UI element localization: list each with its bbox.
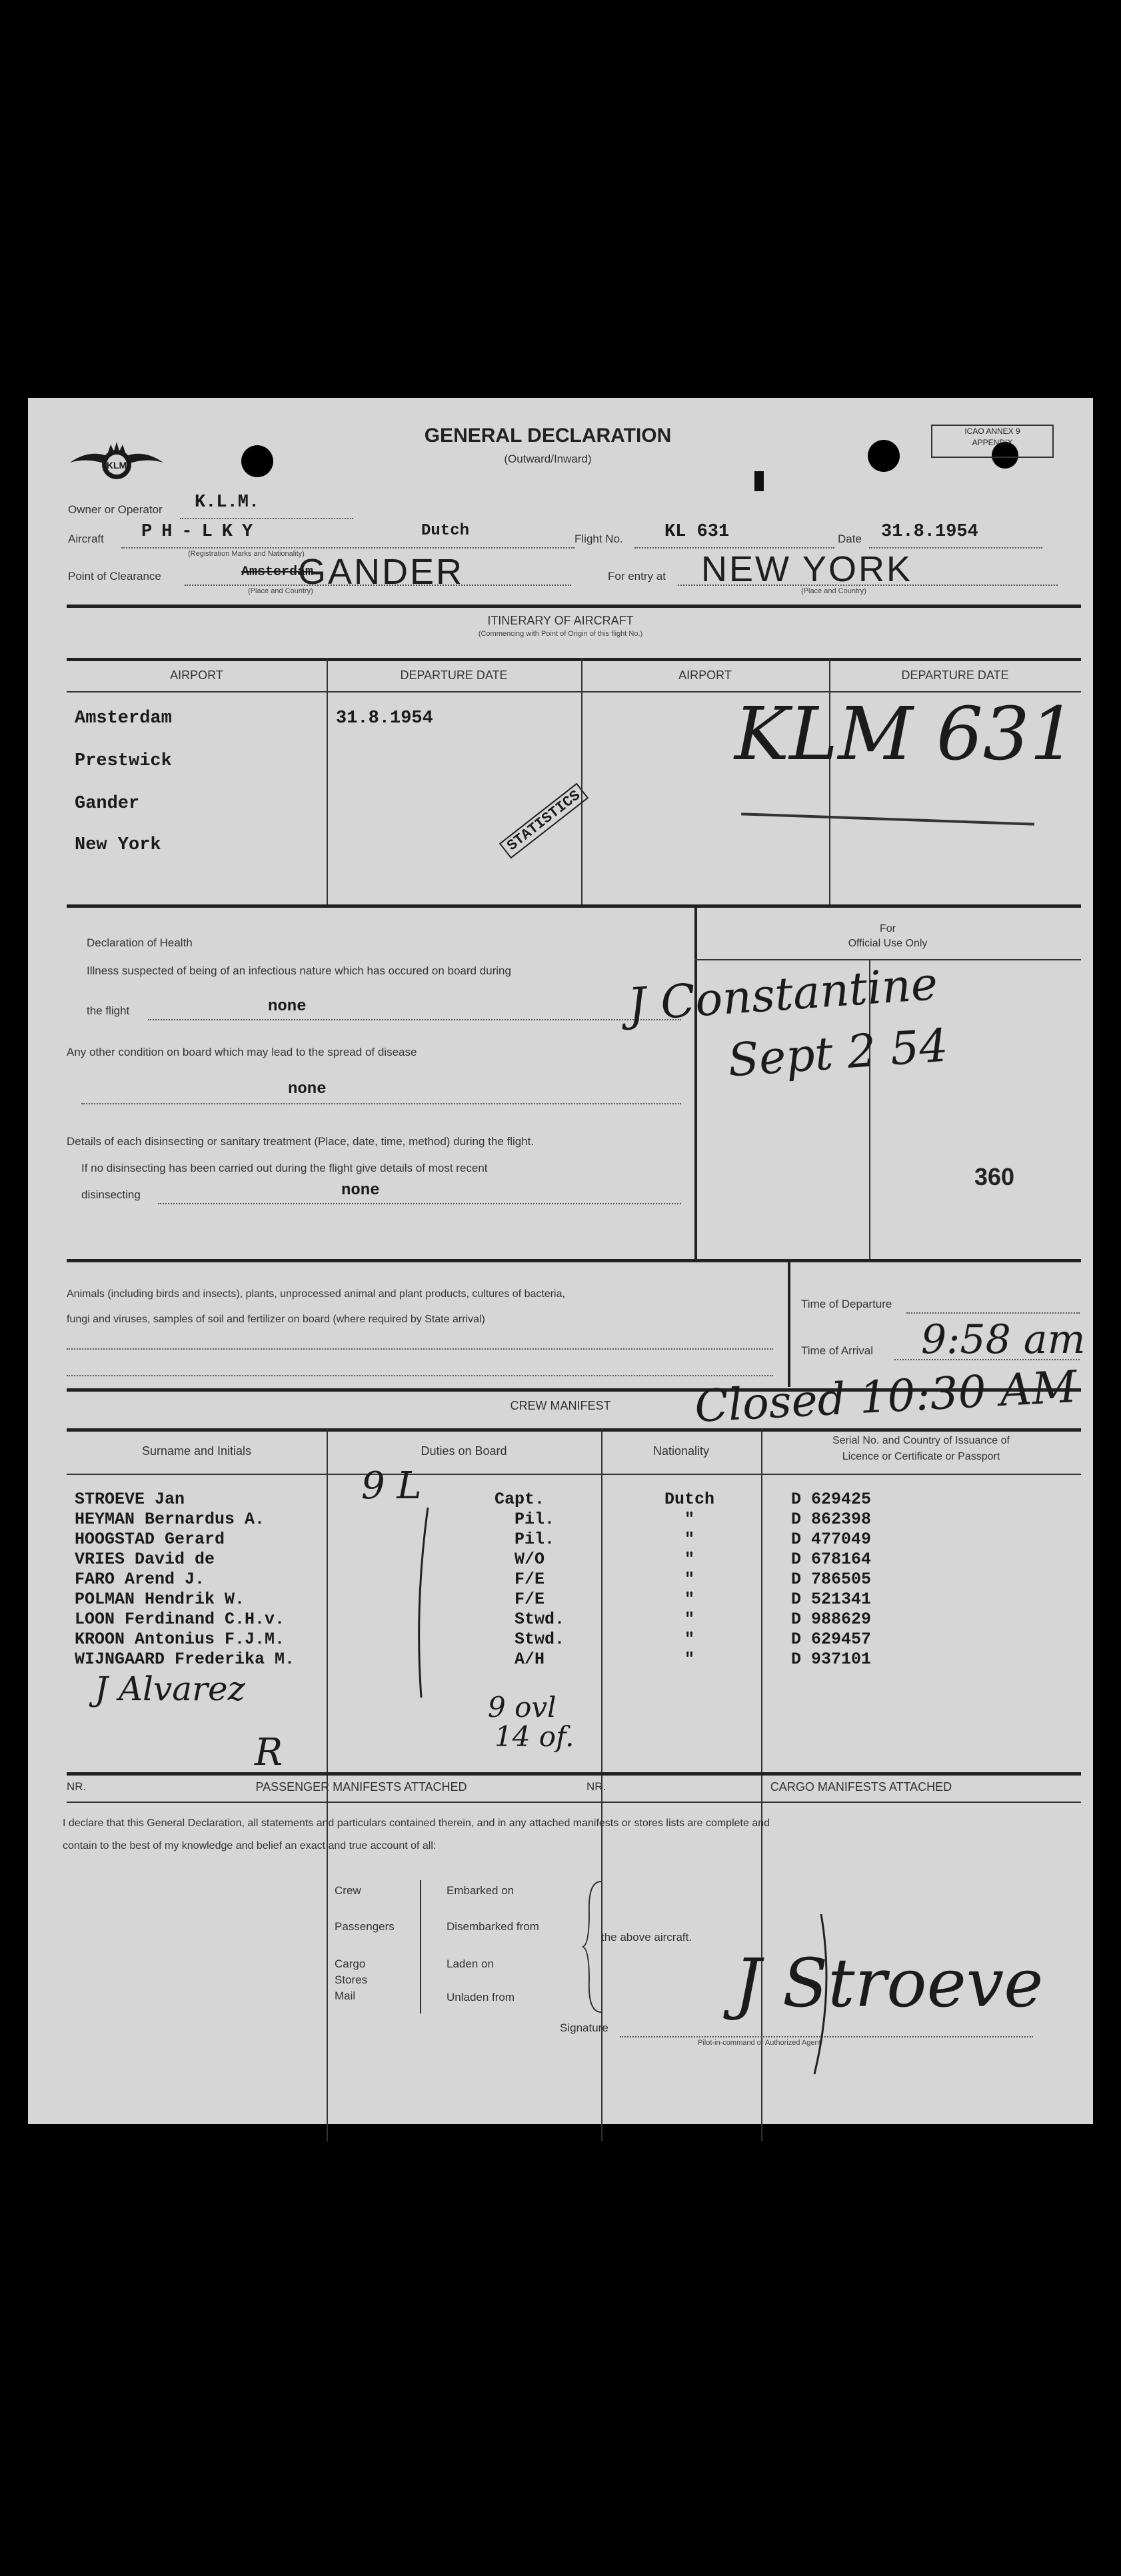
- entry-sublabel: (Place and Country): [801, 587, 866, 595]
- crew-nationality: Dutch: [664, 1490, 715, 1509]
- crew-duty: F/E: [515, 1590, 545, 1609]
- handwritten-bracket-mark: [401, 1504, 441, 1704]
- itinerary-airport-2: Prestwick: [75, 751, 172, 771]
- crew-name: WIJNGAARD Frederika M.: [75, 1650, 295, 1669]
- clearance-struck-value: Amsterdam: [241, 565, 314, 580]
- disinsect-label-2: If no disinsecting has been carried out during the flight give details of most recent: [81, 1162, 488, 1174]
- signer-label: Pilot-in-command or Authorized Agent: [698, 2039, 821, 2047]
- illness-value: none: [268, 998, 307, 1016]
- entry-value: NEW YORK: [701, 549, 913, 589]
- date-label: Date: [838, 533, 862, 545]
- col-departure-date-2: DEPARTURE DATE: [901, 668, 1009, 682]
- crew-nationality: ": [684, 1530, 695, 1549]
- crew-name: VRIES David de: [75, 1550, 215, 1569]
- cargo-nr-label: NR.: [586, 1780, 606, 1793]
- statistics-stamp: STATISTICS: [499, 783, 589, 859]
- crew-name: FARO Arend J.: [75, 1570, 205, 1589]
- crew-name: HOOGSTAD Gerard: [75, 1530, 225, 1549]
- owner-label: Owner or Operator: [68, 503, 163, 516]
- handwritten-crew-signature: J Alvarez: [95, 1670, 245, 1708]
- signature-label: Signature: [560, 2021, 608, 2034]
- crew-nationality: ": [684, 1550, 695, 1569]
- crew-row: [75, 1490, 941, 1510]
- crew-row: [75, 1530, 941, 1550]
- itinerary-subtitle: (Commencing with Point of Origin of this flight No.): [478, 630, 643, 638]
- disinsect-label-3: disinsecting: [81, 1188, 141, 1201]
- crew-col-name: Surname and Initials: [141, 1444, 252, 1458]
- declaration-laden: Laden on: [447, 1957, 494, 1970]
- klm-crown-logo-icon: [67, 433, 167, 493]
- icao-annex-box: ICAO ANNEX 9 APPENDIX: [931, 425, 1054, 458]
- crew-duty: Stwd.: [515, 1630, 565, 1649]
- official-signature: J Constantine: [626, 957, 940, 1032]
- crew-nationality: ": [684, 1570, 695, 1589]
- declaration-cargo: Cargo: [335, 1957, 366, 1970]
- crew-name: HEYMAN Bernardus A.: [75, 1510, 265, 1529]
- condition-label: Any other condition on board which may lead to the spread of disease: [67, 1046, 417, 1058]
- crew-licence: D 629457: [791, 1630, 872, 1649]
- crew-licence: D 629425: [791, 1490, 872, 1509]
- crew-row: [75, 1610, 941, 1630]
- itinerary-airport-4: New York: [75, 835, 161, 855]
- crew-row: [75, 1570, 941, 1590]
- aircraft-label: Aircraft: [68, 533, 104, 545]
- condition-value: none: [288, 1080, 327, 1098]
- crew-nationality: ": [684, 1590, 695, 1609]
- crew-col-nationality: Nationality: [652, 1444, 710, 1458]
- crew-name: POLMAN Hendrik W.: [75, 1590, 245, 1609]
- crew-row: [75, 1550, 941, 1570]
- cargo-manifests-label: CARGO MANIFESTS ATTACHED: [770, 1780, 952, 1794]
- crew-name: LOON Ferdinand C.H.v.: [75, 1610, 285, 1629]
- arrival-time-value: 9:58 am: [921, 1316, 1086, 1363]
- crew-licence: D 678164: [791, 1550, 872, 1569]
- punch-hole: [241, 445, 273, 477]
- official-number: 360: [974, 1163, 1015, 1190]
- date-value: 31.8.1954: [881, 522, 978, 542]
- crew-row: [75, 1650, 941, 1670]
- crew-name: KROON Antonius F.J.M.: [75, 1630, 285, 1649]
- crew-nationality: ": [684, 1630, 695, 1649]
- crew-manifest-title: CREW MANIFEST: [510, 1399, 611, 1412]
- official-use-for: For: [880, 923, 896, 934]
- declaration-mail: Mail: [335, 1989, 356, 2002]
- illness-label: Illness suspected of being of an infectious nature which has occured on board during: [87, 964, 511, 977]
- arrival-time-label: Time of Arrival: [801, 1344, 874, 1357]
- form-title: GENERAL DECLARATION: [424, 425, 672, 447]
- declaration-crew: Crew: [335, 1884, 361, 1897]
- crew-row: [75, 1590, 941, 1610]
- crew-duty: F/E: [515, 1570, 545, 1589]
- crew-col-duties: Duties on Board: [421, 1444, 507, 1458]
- pilot-signature: J Stroeve: [734, 1944, 1044, 2022]
- entry-label: For entry at: [608, 570, 666, 583]
- crew-duty: Stwd.: [515, 1610, 565, 1629]
- clearance-value: GANDER: [298, 552, 465, 592]
- health-title: Declaration of Health: [87, 936, 193, 949]
- ink-spot: [754, 471, 764, 491]
- official-use-title: Official Use Only: [848, 938, 928, 949]
- disinsect-label-1: Details of each disinsecting or sanitary treatment (Place, date, time, method) during the flight.: [67, 1135, 535, 1148]
- aircraft-sublabel: (Registration Marks and Nationality): [188, 550, 305, 558]
- declaration-passengers: Passengers: [335, 1920, 395, 1933]
- crew-duty: Pil.: [515, 1530, 555, 1549]
- itinerary-title: ITINERARY OF AIRCRAFT: [487, 614, 634, 627]
- form-subtitle: (Outward/Inward): [504, 453, 592, 465]
- crew-duty: W/O: [515, 1550, 545, 1569]
- nationality-value: Dutch: [421, 522, 470, 540]
- handwritten-duties-note: 9 L: [361, 1464, 422, 1508]
- itinerary-departure-date: 31.8.1954: [336, 708, 433, 728]
- flight-value: KL 631: [664, 522, 730, 542]
- declaration-above-aircraft: the above aircraft.: [601, 1931, 692, 1943]
- crew-licence: D 937101: [791, 1650, 872, 1669]
- flight-label-health: the flight: [87, 1004, 130, 1017]
- itinerary-airport-1: Amsterdam: [75, 708, 172, 728]
- declaration-text-1: I declare that this General Declaration, all statements and particulars contained therein, and in any attached manifests or stores lists are complete and: [63, 1818, 770, 1829]
- crew-nationality: ": [684, 1610, 695, 1629]
- clearance-label: Point of Clearance: [68, 570, 161, 583]
- declaration-disembarked: Disembarked from: [447, 1920, 539, 1933]
- clearance-sublabel: (Place and Country): [248, 587, 313, 595]
- crew-nationality: ": [684, 1510, 695, 1529]
- crew-duty: A/H: [515, 1650, 545, 1669]
- animals-label-2: fungi and viruses, samples of soil and fertilizer on board (where required by State arrival): [67, 1314, 485, 1325]
- handwritten-count-2: 14 of.: [495, 1720, 574, 1753]
- crew-col-licence-2: Licence or Certificate or Passport: [842, 1451, 1000, 1462]
- flight-label: Flight No.: [574, 533, 623, 545]
- itinerary-airport-3: Gander: [75, 794, 140, 814]
- handwritten-flight-number: KLM 631: [734, 691, 1076, 776]
- crew-row: [75, 1630, 941, 1650]
- declaration-brace: [581, 1880, 608, 2013]
- crew-nationality: ": [684, 1650, 695, 1669]
- crew-licence: D 477049: [791, 1530, 872, 1549]
- crew-licence: D 521341: [791, 1590, 872, 1609]
- col-departure-date: DEPARTURE DATE: [400, 668, 508, 682]
- disinsect-value: none: [341, 1182, 380, 1200]
- passenger-nr-label: NR.: [67, 1780, 87, 1793]
- col-airport: AIRPORT: [170, 668, 223, 682]
- crew-col-licence-1: Serial No. and Country of Issuance of: [832, 1435, 1010, 1446]
- crew-licence: D 862398: [791, 1510, 872, 1529]
- crew-duty: Capt.: [495, 1490, 545, 1509]
- declaration-embarked: Embarked on: [447, 1884, 515, 1897]
- crew-licence: D 786505: [791, 1570, 872, 1589]
- handwritten-count-1: 9 ovl: [488, 1691, 557, 1724]
- declaration-unladen: Unladen from: [447, 1991, 515, 2003]
- signature-flourish: [734, 1911, 908, 2077]
- official-signature-date: Sept 2 54: [726, 1019, 950, 1088]
- closed-note: Closed 10:30 AM: [693, 1361, 1078, 1432]
- passenger-manifests-label: PASSENGER MANIFESTS ATTACHED: [255, 1780, 467, 1794]
- punch-hole: [868, 440, 900, 472]
- crew-duty: Pil.: [515, 1510, 555, 1529]
- svg-text:KLM: KLM: [106, 460, 127, 471]
- owner-value: K.L.M.: [195, 493, 260, 513]
- declaration-text-2: contain to the best of my knowledge and belief an exact and true account of all:: [63, 1840, 437, 1852]
- departure-time-label: Time of Departure: [801, 1298, 892, 1310]
- declaration-stores: Stores: [335, 1973, 368, 1986]
- aircraft-value: PH-LKY: [141, 522, 263, 542]
- crew-row: [75, 1510, 941, 1530]
- general-declaration-form: [28, 398, 1093, 2124]
- crew-licence: D 988629: [791, 1610, 872, 1629]
- handwritten-initial: R: [255, 1731, 283, 1774]
- animals-label-1: Animals (including birds and insects), plants, unprocessed animal and plant products, cultures of bacteria,: [67, 1288, 565, 1300]
- crew-name: STROEVE Jan: [75, 1490, 185, 1509]
- col-airport-2: AIRPORT: [678, 668, 732, 682]
